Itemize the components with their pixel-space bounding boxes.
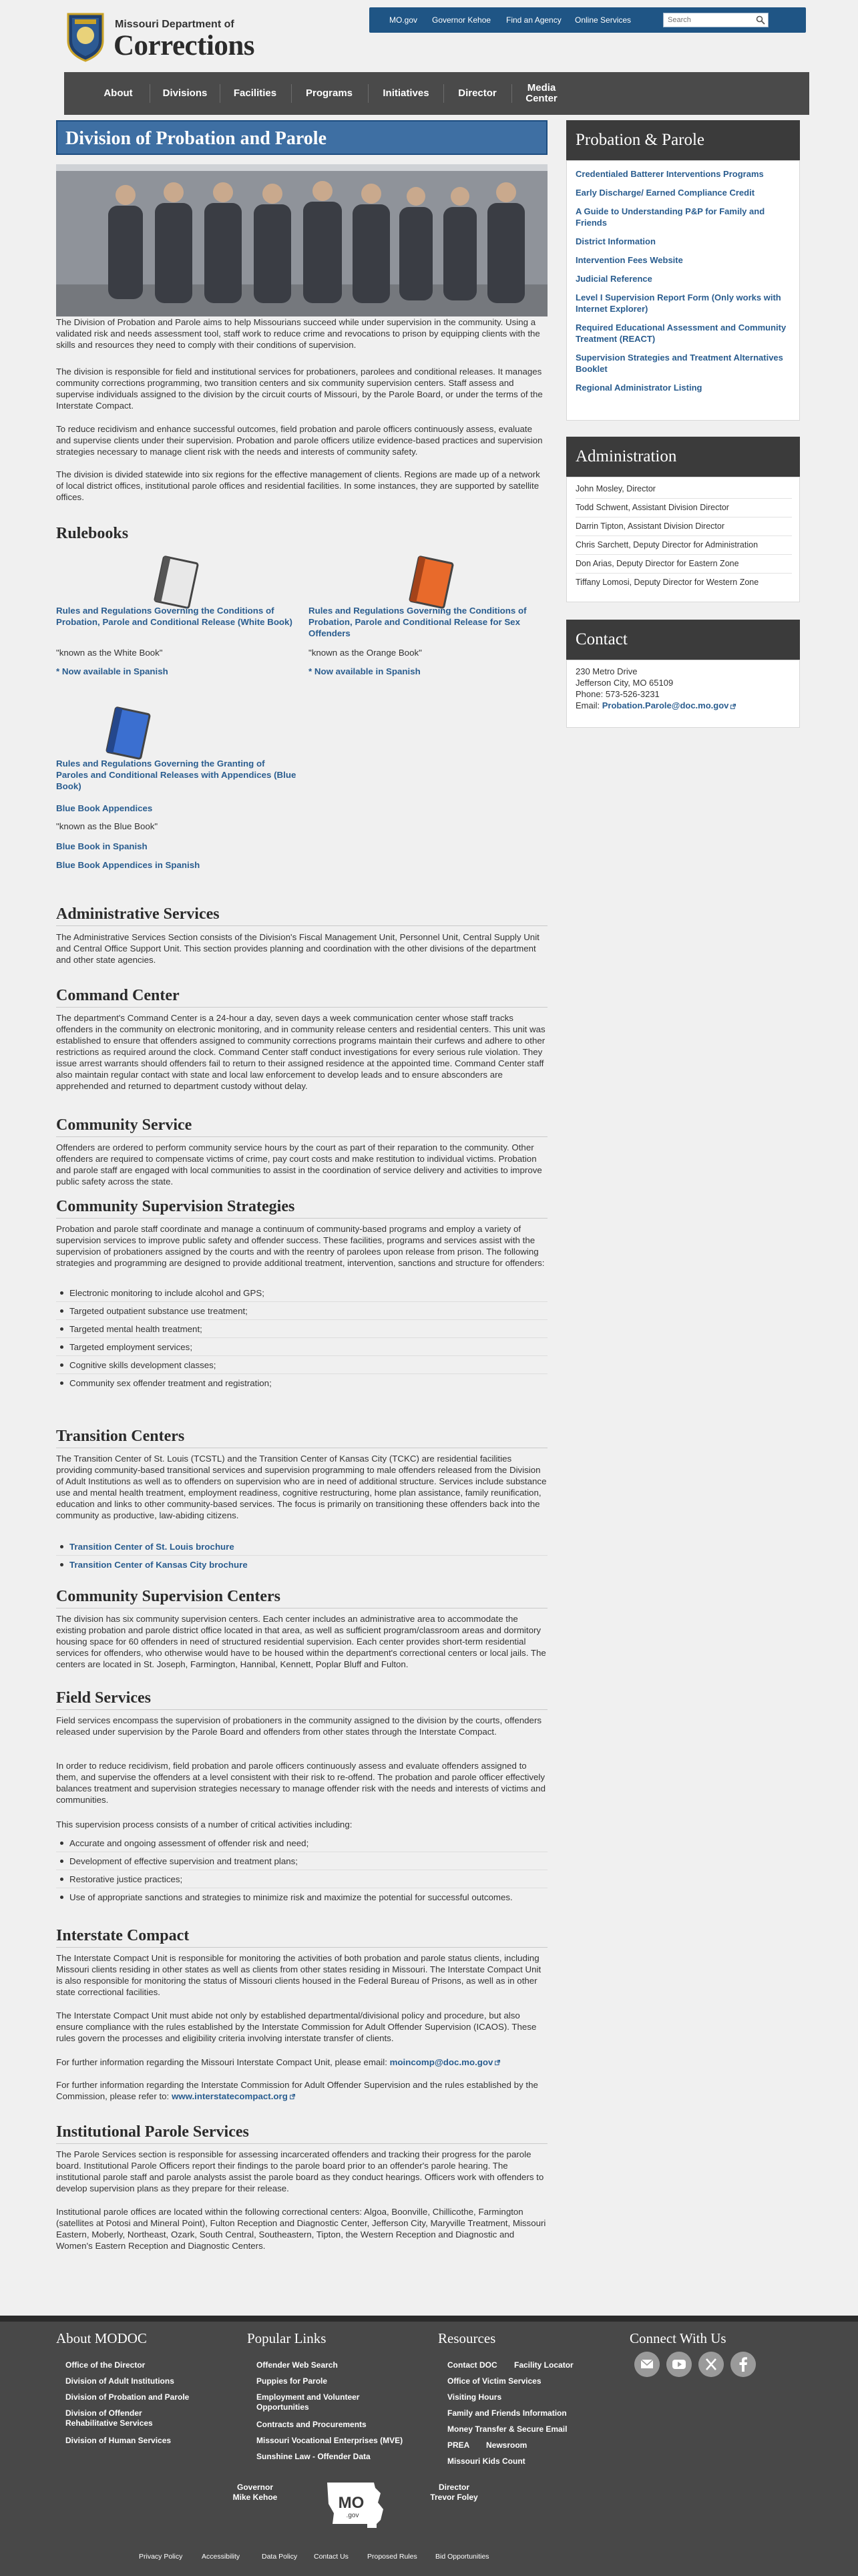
intro-paragraph-2: The division is responsible for field and institutional services for probationers, parolees and conditional releases. It manages community corrections programming, two transition centers and six community supervision centers. Staff assess and supervise individuals assigned to the division by the circuit courts of Missouri, by the Parole Board, or under the terms of the Interstate Compact. (56, 367, 543, 411)
tcstl-brochure-link[interactable]: Transition Center of St. Louis brochure (69, 1542, 234, 1552)
nav-divider (291, 84, 292, 103)
footer-link-facility-locator[interactable]: Facility Locator (514, 2360, 574, 2370)
blue-book-appendices-link[interactable]: Blue Book Appendices (56, 803, 153, 813)
nav-initiatives[interactable]: Initiatives (383, 87, 429, 99)
section-divider (56, 925, 548, 926)
blue-book-spanish-link[interactable]: Blue Book in Spanish (56, 841, 148, 851)
blue-book-known: "known as the Blue Book" (56, 821, 158, 831)
tckc-brochure-link[interactable]: Transition Center of Kansas City brochure (69, 1560, 248, 1570)
site-footer (0, 2316, 858, 2576)
admin-divider (576, 554, 792, 555)
admin-divider (576, 573, 792, 574)
nav-about[interactable]: About (103, 87, 133, 99)
admin-member: Chris Sarchett, Deputy Director for Administration (576, 540, 759, 550)
footer-link-contracts[interactable]: Contracts and Procurements (256, 2420, 367, 2429)
top-link-online-services[interactable]: Online Services (575, 15, 632, 25)
field-services-heading: Field Services (56, 1689, 151, 1707)
footer-link-probation-parole[interactable]: Division of Probation and Parole (65, 2392, 190, 2402)
contact-panel-title: Contact (576, 630, 628, 648)
administration-panel (566, 477, 800, 602)
nav-divider (368, 84, 369, 103)
footer-link-proposed-rules[interactable]: Proposed Rules (367, 2553, 417, 2561)
footer-link-mve[interactable]: Missouri Vocational Enterprises (MVE) (256, 2436, 403, 2445)
facebook-icon[interactable] (730, 2352, 756, 2377)
interstate-p4-text: For further information regarding the Interstate Commission for Adult Offender Supervision and the rules established by the Commission, please refer to: (56, 2080, 538, 2101)
footer-link-newsroom[interactable]: Newsroom (486, 2440, 527, 2450)
transition-centers-heading: Transition Centers (56, 1428, 185, 1445)
footer-top-bar (0, 2316, 858, 2322)
staff-group-photo (56, 164, 548, 316)
nav-media-center[interactable]: Media Center (525, 82, 558, 104)
contact-email-row (576, 700, 736, 710)
search-input[interactable] (664, 13, 750, 27)
sidebar-link-early-discharge[interactable]: Early Discharge/ Earned Compliance Credit (576, 188, 755, 198)
contact-panel-header (566, 620, 800, 660)
admin-services-heading: Administrative Services (56, 905, 220, 923)
footer-link-sunshine-law[interactable]: Sunshine Law - Offender Data (256, 2452, 371, 2461)
nav-divider (511, 84, 512, 103)
intro-paragraph-4: The division is divided statewide into six regions for the effective management of clients. Regions are made up of a network of local district offices, institutional parole offices and residential facilities. In some instances, they are supported by satellite offices. (56, 469, 540, 502)
sidebar-link-level-i-form[interactable]: Level I Supervision Report Form (Only works with Internet Explorer) (576, 292, 781, 314)
footer-link-money-transfer[interactable]: Money Transfer & Secure Email (447, 2424, 568, 2434)
blue-book-link[interactable]: Rules and Regulations Governing the Granting of Paroles and Conditional Releases with Appendices (Blue Book) (56, 759, 296, 791)
list-item: Targeted employment services; (56, 1341, 548, 1356)
sidebar-link-district-info[interactable]: District Information (576, 236, 656, 246)
sidebar-link-regional-administrators[interactable]: Regional Administrator Listing (576, 383, 702, 393)
contact-email-link[interactable]: Probation.Parole@doc.mo.gov (602, 700, 729, 710)
list-item: Development of effective supervision and treatment plans; (56, 1856, 548, 1870)
footer-link-adult-institutions[interactable]: Division of Adult Institutions (65, 2376, 174, 2386)
interstate-p3-text: For further information regarding the Missouri Interstate Compact Unit, please email: (56, 2057, 387, 2067)
contact-email-label: Email: (576, 700, 600, 710)
community-service-text: Offenders are ordered to perform community service hours by the court as part of their reparation to the community. Other offenders are required to compensate victims of crime, pay court costs and make restitution to individual victims. Probation and parole staff are engaged with local communities to assist in the coordination of service delivery and activities to improve public safety across the state. (56, 1142, 542, 1187)
nav-director[interactable]: Director (458, 87, 497, 99)
youtube-icon[interactable] (666, 2352, 692, 2377)
field-services-p3: This supervision process consists of a number of critical activities including: (56, 1819, 353, 1830)
governor-name: Mike Kehoe (232, 2493, 278, 2502)
x-twitter-icon[interactable] (698, 2352, 724, 2377)
external-link-icon (495, 2060, 500, 2065)
admin-divider (576, 498, 792, 499)
director-title: Director (438, 2483, 469, 2492)
nav-divisions[interactable]: Divisions (162, 87, 208, 99)
institutional-p1: The Parole Services section is responsible for assessing incarcerated offenders and tracking their progress for the parole board. Institutional Parole Officers report their findings to the parole board prior to an offender's parole hearing. The institutional parole staff and parole analysts assist the parole board as they conduct hearings. Officers work with offenders to develop supervision plans as they prepare for their release. (56, 2149, 544, 2193)
footer-link-victim-services[interactable]: Office of Victim Services (447, 2376, 542, 2386)
orange-book-link[interactable]: Rules and Regulations Governing the Conditions of Probation, Parole and Conditional Release for Sex Offenders (308, 606, 527, 638)
institutional-parole-heading: Institutional Parole Services (56, 2123, 249, 2141)
admin-divider (576, 535, 792, 536)
admin-member: Todd Schwent, Assistant Division Director (576, 503, 729, 512)
mo-logo-text: MO (338, 2494, 365, 2512)
orange-book-spanish-link[interactable]: * Now available in Spanish (308, 666, 421, 676)
doc-seal-icon (64, 11, 107, 62)
admin-member: Don Arias, Deputy Director for Eastern Zone (576, 559, 739, 568)
footer-connect-heading: Connect With Us (630, 2330, 726, 2346)
interstate-compact-heading: Interstate Compact (56, 1927, 190, 1944)
brand-line-1: Missouri Department of (115, 19, 234, 30)
page-title-bar (56, 120, 548, 155)
contact-phone: Phone: 573-526-3231 (576, 689, 660, 699)
moincomp-email-link[interactable]: moincomp@doc.mo.gov (389, 2057, 493, 2067)
footer-link-kids-count[interactable]: Missouri Kids Count (447, 2456, 525, 2466)
list-item: Electronic monitoring to include alcohol and GPS; (56, 1287, 548, 1302)
admin-member: John Mosley, Director (576, 484, 656, 493)
nav-divider (443, 84, 444, 103)
command-center-text: The department's Command Center is a 24-hour a day, seven days a week communication center whose staff tracks offenders in the community on electronic monitoring, and in community release centers and residential centers. This unit was established to ensure that offenders assigned to community corrections programs maintain their curfews and adhere to other restrictions as required around the clock. Command Center staff conduct investigations for every serious rule violation. They issue arrest warrants should offenders fail to return to their assigned residence at the appointed time. Command Center staff also maintain regular contact with state and local law enforcement to develop leads and to ensure absconders are apprehended and returned to department custody without delay. (56, 1013, 546, 1091)
footer-link-employment[interactable]: Employment and Volunteer Opportunities (256, 2392, 360, 2412)
interstate-p1: The Interstate Compact Unit is responsible for monitoring the activities of both probation and parole status clients, including Missouri clients residing in other states as well as clients from other states residing in Missouri. The Interstate Compact Unit is also responsible for monitoring the status of Missouri clients housed in the Federal Bureau of Prisons, as well as in other state correctional facilities. (56, 1953, 542, 1997)
list-item: Accurate and ongoing assessment of offender risk and need; (56, 1838, 548, 1852)
contact-panel (566, 660, 800, 728)
supervision-strategies-list (56, 1287, 548, 1396)
section-divider (56, 2143, 548, 2144)
main-nav (64, 72, 809, 115)
intro-paragraph-1: The Division of Probation and Parole aims to help Missourians succeed while under supervision in the community. Using a validated risk and needs assessment tool, staff work to reduce crime and revocations to prison by equipping clients with the skills and resources they need to comply with their conditions of supervision. (56, 317, 540, 350)
community-service-heading: Community Service (56, 1116, 192, 1134)
supervision-strategies-text: Probation and parole staff coordinate and manage a continuum of community-based programs and employ a variety of supervision services to improve public safety and offender success. These facilities, programs and services assist with the supervision of probationers assigned by the courts and with the reentry of parolees upon release from prison. The following strategies and programming are designed to provide additional treatment, intervention, sanctions and structure for offenders: (56, 1224, 545, 1268)
brand-line-2: Corrections (114, 30, 255, 61)
supervision-strategies-heading: Community Supervision Strategies (56, 1198, 295, 1215)
white-book-known: "known as the White Book" (56, 648, 163, 658)
list-item: Use of appropriate sanctions and strategies to minimize risk and maximize the potential for successful outcomes. (56, 1892, 548, 1910)
list-item: Targeted outpatient substance use treatment; (56, 1305, 548, 1320)
sidebar-link-react[interactable]: Required Educational Assessment and Community Treatment (REACT) (576, 323, 787, 344)
footer-link-visiting-hours[interactable]: Visiting Hours (447, 2392, 502, 2402)
footer-link-offender-rehab[interactable]: Division of Offender Rehabilitative Services (65, 2408, 153, 2428)
list-item: Restorative justice practices; (56, 1874, 548, 1888)
external-link-icon (290, 2094, 295, 2099)
director-name: Trevor Foley (430, 2493, 478, 2502)
administration-panel-header (566, 437, 800, 477)
list-item (56, 1541, 548, 1556)
institutional-p2: Institutional parole offices are located within the following correctional centers: Algoa, Boonville, Chillicothe, Farmington (satellites at Potosi and Mineral Point), Fulton Reception and Diagnostic Center, Jefferson City, Maryville Treatment, Missouri Eastern, Moberly, Northeast, Ozark, South Central, Southeastern, Tipton, the Western Reception and Diagnostic and Women's Eastern Reception and Diagnostic Centers. (56, 2207, 546, 2251)
white-book-icon[interactable] (150, 554, 203, 610)
footer-director (414, 2483, 494, 2503)
list-item: Targeted mental health treatment; (56, 1323, 548, 1338)
footer-resources-heading: Resources (438, 2330, 496, 2346)
interstate-p2: The Interstate Compact Unit must abide not only by established departmental/divisional policy and procedure, but also ensure compliance with the rules established by the Interstate Commission for Adult Offender Supervision (ICAOS). These rules govern the processes and eligibility criteria involving interstate transfer of clients. (56, 2010, 537, 2043)
contact-city: Jefferson City, MO 65109 (576, 678, 674, 688)
search-icon[interactable] (756, 15, 765, 25)
footer-link-puppies-parole[interactable]: Puppies for Parole (256, 2376, 328, 2386)
blue-book-appendices-spanish-link[interactable]: Blue Book Appendices in Spanish (56, 860, 200, 870)
top-link-mogov[interactable]: MO.gov (389, 15, 418, 25)
page-title: Division of Probation and Parole (65, 128, 327, 149)
contact-street: 230 Metro Drive (576, 666, 638, 676)
top-link-governor[interactable]: Governor Kehoe (432, 15, 491, 25)
section-divider (56, 1947, 548, 1948)
orange-book-icon[interactable] (405, 554, 458, 610)
probation-parole-panel-title: Probation & Parole (576, 131, 705, 149)
interstate-p4 (56, 2079, 548, 2102)
nav-programs[interactable]: Programs (305, 87, 353, 99)
probation-parole-panel (566, 160, 800, 421)
external-link-icon (730, 704, 736, 709)
orange-book-known: "known as the Orange Book" (308, 648, 422, 658)
field-services-p1: Field services encompass the supervision of probationers in the community assigned to the division by the courts, offenders released under supervision by the Parole Board and offenders from other states through the Interstate Compact. (56, 1715, 542, 1737)
transition-centers-text: The Transition Center of St. Louis (TCSTL) and the Transition Center of Kansas City (TCKC) are residential facilities providing community-based transitional services and supervision programming to male offenders released from the Division of Adult Institutions as well as to offenders on supervision who are in need of additional structure. Services include substance use and mental health treatment, employment readiness, cognitive restructuring, home plan assistance, family reunification, education and links to other community-based services. The focus is primarily on transitioning these offenders back into the community as productive, law-abiding citizens. (56, 1454, 547, 1520)
sidebar-link-intervention-fees[interactable]: Intervention Fees Website (576, 255, 683, 265)
list-item: Cognitive skills development classes; (56, 1359, 548, 1374)
field-services-list (56, 1838, 548, 1910)
footer-popular-heading: Popular Links (247, 2330, 327, 2346)
list-item (56, 1559, 548, 1577)
governor-title: Governor (236, 2483, 273, 2492)
section-divider (56, 1709, 548, 1710)
sidebar-link-judicial-reference[interactable]: Judicial Reference (576, 274, 652, 284)
top-link-find-agency[interactable]: Find an Agency (506, 15, 562, 25)
footer-link-accessibility[interactable]: Accessibility (202, 2553, 240, 2561)
interstate-compact-site-link[interactable]: www.interstatecompact.org (171, 2091, 288, 2101)
admin-services-text: The Administrative Services Section consists of the Division's Fiscal Management Unit, Personnel Unit, Central Supply Unit and Central Office Support Unit. This section provides planning and coordination with the other divisions of the department and other state agencies. (56, 932, 540, 965)
footer-link-contact-us[interactable]: Contact Us (314, 2553, 349, 2561)
transition-centers-links (56, 1541, 548, 1577)
email-icon[interactable] (634, 2352, 660, 2377)
supervision-centers-heading: Community Supervision Centers (56, 1588, 281, 1605)
site-header (0, 0, 858, 104)
list-item: Community sex offender treatment and registration; (56, 1377, 548, 1396)
interstate-p3 (56, 2057, 548, 2068)
footer-link-office-director[interactable]: Office of the Director (65, 2360, 146, 2370)
footer-link-data-policy[interactable]: Data Policy (262, 2553, 298, 2561)
brand-logo[interactable] (64, 11, 318, 65)
sidebar-link-batterer-programs[interactable]: Credentialed Batterer Interventions Programs (576, 169, 764, 179)
supervision-centers-text: The division has six community supervision centers. Each center includes an administrative area to accommodate the existing probation and parole district office located in that area, as well as sufficient program/classroom areas and dormitory housing space for 60 offenders in need of structured residential supervision. Each center provides short-term residential services for offenders, who otherwise would have to be housed within the department's correctional centers or local jails. The centers are located in St. Joseph, Farmington, Hannibal, Kennett, Poplar Bluff and Fulton. (56, 1614, 546, 1669)
admin-member: Tiffany Lomosi, Deputy Director for Western Zone (576, 578, 759, 587)
white-book-spanish-link[interactable]: * Now available in Spanish (56, 666, 168, 676)
footer-link-privacy-policy[interactable]: Privacy Policy (139, 2553, 183, 2561)
sidebar-link-family-guide[interactable]: A Guide to Understanding P&P for Family and Friends (576, 206, 765, 228)
nav-facilities[interactable]: Facilities (233, 87, 277, 99)
intro-paragraph-3: To reduce recidivism and enhance successful outcomes, field probation and parole officers continuously assess, evaluate and supervise clients under their supervision. Probation and parole officers utilize evidence-based practices and supervision strategies necessary to manage client risk with the needs and interests of community safety. (56, 424, 543, 457)
administration-panel-title: Administration (576, 447, 677, 465)
footer-link-human-services[interactable]: Division of Human Services (65, 2436, 172, 2445)
white-book-link[interactable]: Rules and Regulations Governing the Conditions of Probation, Parole and Conditional Release (White Book) (56, 606, 292, 627)
sidebar-link-strategies-booklet[interactable]: Supervision Strategies and Treatment Alternatives Booklet (576, 353, 783, 374)
missouri-state-logo[interactable] (325, 2480, 386, 2531)
footer-governor (215, 2483, 295, 2503)
blue-book-icon[interactable] (101, 705, 155, 761)
mo-logo-subtext: .gov (346, 2512, 359, 2519)
rulebooks-heading: Rulebooks (56, 525, 129, 542)
admin-member: Darrin Tipton, Assistant Division Director (576, 521, 724, 531)
footer-link-prea[interactable]: PREA (447, 2440, 470, 2450)
section-divider (56, 1218, 548, 1219)
section-divider (56, 1007, 548, 1008)
section-divider (56, 1136, 548, 1137)
footer-about-heading: About MODOC (56, 2330, 147, 2346)
top-links-bar (369, 7, 806, 33)
field-services-p2: In order to reduce recidivism, field probation and parole officers continuously assess and evaluate offenders assigned to them, and supervise the offenders at a level consistent with their risk to re-offend. The probation and parole officer effectively balances treatment and supervision strategies necessary to manage offender risk with the needs and interests of victims and communities. (56, 1761, 546, 1805)
footer-link-contact-doc[interactable]: Contact DOC (447, 2360, 497, 2370)
footer-link-family-friends[interactable]: Family and Friends Information (447, 2408, 567, 2418)
command-center-heading: Command Center (56, 987, 180, 1004)
probation-parole-panel-header (566, 120, 800, 160)
footer-link-bid-opportunities[interactable]: Bid Opportunities (435, 2553, 489, 2561)
search-box (663, 13, 769, 27)
footer-link-offender-search[interactable]: Offender Web Search (256, 2360, 338, 2370)
